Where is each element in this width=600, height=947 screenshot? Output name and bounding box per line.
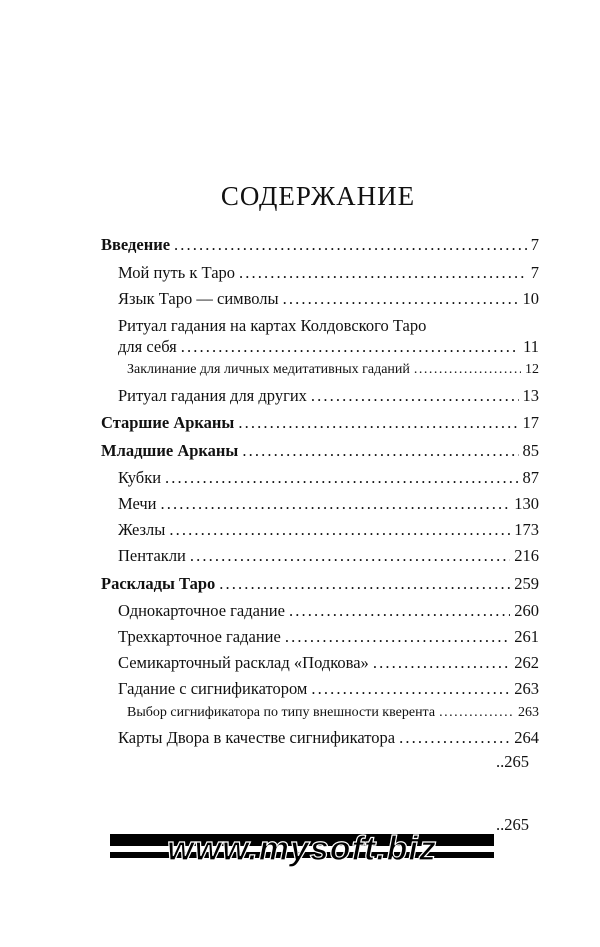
- toc-entry-title: Старшие Арканы: [101, 413, 235, 432]
- toc-entry-title: Пентакли: [118, 546, 186, 565]
- dot-leader: [289, 601, 510, 621]
- toc-entry[interactable]: [118, 289, 539, 309]
- toc-entry-title: Гадание с сигнификатором: [118, 679, 308, 698]
- toc-entry-page: 263: [518, 705, 539, 720]
- toc-entry[interactable]: [127, 360, 539, 380]
- dot-leader: [174, 235, 527, 255]
- dot-leader: [373, 653, 510, 673]
- toc-entry-page: 11: [523, 337, 539, 356]
- toc-entry-title: Язык Таро — символы: [118, 289, 279, 308]
- toc-entry[interactable]: [118, 468, 539, 488]
- toc-entry-title: для себя: [118, 337, 177, 356]
- dot-leader: [311, 386, 519, 406]
- toc-entry-title: Мечи: [118, 494, 157, 513]
- toc-entry-page: 87: [522, 468, 539, 487]
- toc-entry-page: 130: [514, 494, 539, 513]
- watermark-logo: [110, 826, 494, 868]
- toc-entry[interactable]: [118, 337, 539, 357]
- toc-entry-page: 12: [525, 362, 539, 377]
- page-title: СОДЕРЖАНИЕ: [220, 181, 416, 211]
- toc-entry-title: Расклады Таро: [101, 574, 216, 593]
- toc-entry[interactable]: [101, 441, 539, 461]
- toc-entry-page: 263: [514, 679, 539, 698]
- toc-entry-title: Жезлы: [118, 520, 166, 539]
- toc-entry-page: 264: [514, 728, 539, 747]
- toc-entry-page: 216: [514, 546, 539, 565]
- toc-entry-page: 10: [522, 289, 539, 308]
- toc-entry-title: Однокарточное гадание: [118, 601, 285, 620]
- dot-leader: [439, 703, 514, 723]
- toc-entry-title: Введение: [101, 235, 171, 254]
- toc-entry-page: 262: [514, 653, 539, 672]
- dot-leader: [242, 441, 518, 461]
- watermark-text: www.mysoft.biz: [167, 830, 437, 868]
- toc-entry[interactable]: [118, 520, 539, 540]
- toc-entry[interactable]: [127, 703, 539, 723]
- dot-leader: [161, 494, 511, 514]
- dot-leader: [311, 679, 510, 699]
- dot-leader: [399, 728, 510, 748]
- trailing-page-ref: ..265: [496, 752, 529, 771]
- dot-leader: [190, 546, 510, 566]
- toc-entry[interactable]: [118, 494, 539, 514]
- toc-entry-page: 260: [514, 601, 539, 620]
- toc-entry[interactable]: [101, 413, 539, 433]
- toc-entry-title: Карты Двора в качестве сигнификатора: [118, 728, 396, 747]
- toc-entry-title: Ритуал гадания для других: [118, 386, 307, 405]
- toc-entry-page: 261: [514, 627, 539, 646]
- dot-leader: [239, 263, 527, 283]
- toc-entry-page: 259: [514, 574, 539, 593]
- toc-entry-page: 173: [514, 520, 539, 539]
- dot-leader: [238, 413, 518, 433]
- toc-entry-line1[interactable]: [118, 316, 539, 336]
- toc-entry[interactable]: [118, 653, 539, 673]
- toc-entry[interactable]: [101, 574, 539, 594]
- dot-leader: [219, 574, 510, 594]
- toc-entry[interactable]: [118, 263, 539, 283]
- toc-entry[interactable]: [118, 728, 539, 748]
- toc-entry-title: Младшие Арканы: [101, 441, 239, 460]
- toc-entry[interactable]: [101, 235, 539, 255]
- toc-entry-title: Кубки: [118, 468, 162, 487]
- toc-entry[interactable]: [118, 679, 539, 699]
- toc-entry-title: Ритуал гадания на картах Колдовского Таро: [118, 316, 427, 335]
- dot-leader: [283, 289, 519, 309]
- toc-entry-title: Мой путь к Таро: [118, 263, 236, 282]
- toc-entry-page: 17: [522, 413, 539, 432]
- toc-entry-page: 7: [530, 263, 539, 282]
- toc-entry-title: Заклинание для личных медитативных гаданий: [127, 362, 410, 377]
- dot-leader: [285, 627, 510, 647]
- toc-entry-title: Семикарточный расклад «Подкова»: [118, 653, 369, 672]
- toc-entry[interactable]: [118, 627, 539, 647]
- trailing-page-ref: ..265: [496, 815, 529, 834]
- dot-leader: [165, 468, 518, 488]
- dot-leader: [414, 360, 521, 380]
- toc-entry[interactable]: [118, 601, 539, 621]
- dot-leader: [181, 337, 519, 357]
- toc-entry-page: 85: [522, 441, 539, 460]
- dot-leader: [169, 520, 510, 540]
- toc-entry[interactable]: [118, 546, 539, 566]
- toc-entry-page: 7: [530, 235, 539, 254]
- toc-entry-title: Трехкарточное гадание: [118, 627, 281, 646]
- toc-entry-page: 13: [522, 386, 539, 405]
- toc-entry-title: Выбор сигнификатора по типу внешности кверента: [127, 705, 436, 720]
- toc-entry[interactable]: [118, 386, 539, 406]
